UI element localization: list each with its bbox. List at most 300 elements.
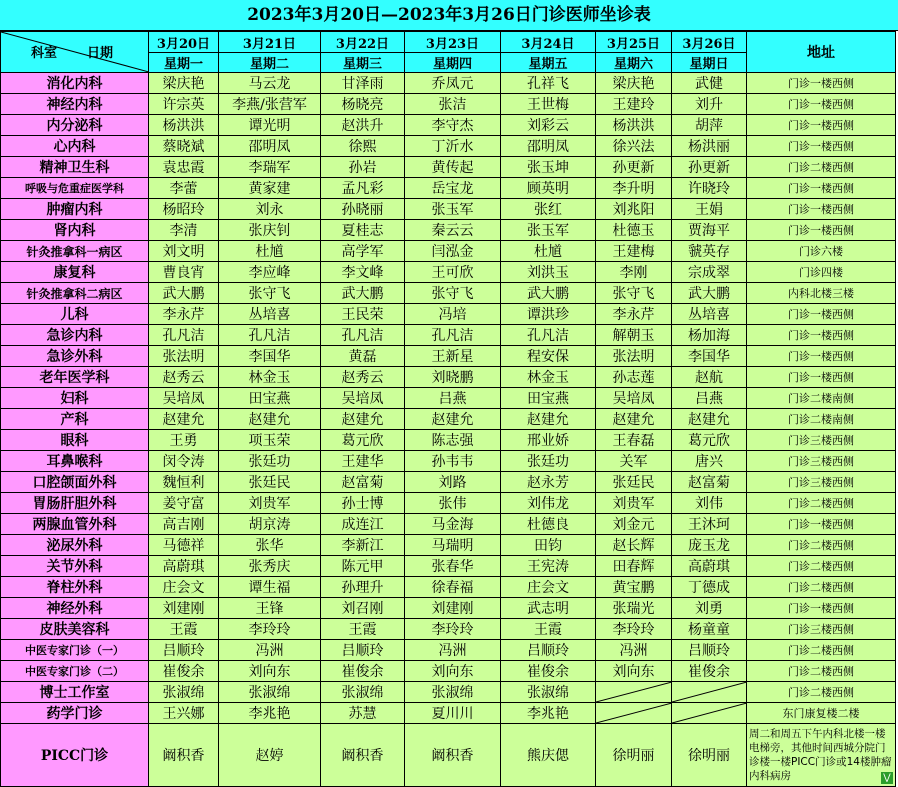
doctor-cell: 唐兴 bbox=[672, 451, 747, 472]
location-cell: 门诊二楼西侧 bbox=[747, 577, 896, 598]
doctor-cell: 张洁 bbox=[405, 94, 501, 115]
department-cell: 消化内科 bbox=[1, 73, 149, 94]
doctor-cell: 刘建刚 bbox=[405, 598, 501, 619]
doctor-cell: 夏川川 bbox=[405, 703, 501, 724]
doctor-cell: 李清 bbox=[149, 220, 219, 241]
department-cell: PICC门诊 bbox=[1, 724, 149, 787]
doctor-cell: 张淑绵 bbox=[219, 682, 321, 703]
location-header: 地址 bbox=[747, 32, 896, 73]
date-header: 3月22日 bbox=[321, 32, 405, 53]
doctor-cell: 崔俊余 bbox=[149, 661, 219, 682]
doctor-cell: 杨晓亮 bbox=[321, 94, 405, 115]
empty-slot-cell bbox=[596, 703, 672, 724]
doctor-cell: 林金玉 bbox=[219, 367, 321, 388]
doctor-cell: 赵建允 bbox=[596, 409, 672, 430]
department-cell: 关节外科 bbox=[1, 556, 149, 577]
location-note-text: 周二和周五下午内科北楼一楼电梯旁，其他时间西城分院门诊楼一楼PICC门诊或14楼肿瘤内科病房 bbox=[749, 728, 892, 782]
doctor-cell: 李玲玲 bbox=[219, 619, 321, 640]
doctor-cell: 马瑞明 bbox=[405, 535, 501, 556]
location-cell: 门诊一楼西侧 bbox=[747, 199, 896, 220]
doctor-cell: 张廷功 bbox=[501, 451, 596, 472]
doctor-cell: 李永芹 bbox=[149, 304, 219, 325]
table-row bbox=[1, 703, 896, 724]
doctor-cell: 武健 bbox=[672, 73, 747, 94]
location-cell: 门诊一楼西侧 bbox=[747, 94, 896, 115]
doctor-cell: 王娟 bbox=[672, 199, 747, 220]
department-cell: 肿瘤内科 bbox=[1, 199, 149, 220]
doctor-cell: 赵富菊 bbox=[672, 472, 747, 493]
doctor-cell: 吕燕 bbox=[672, 388, 747, 409]
location-cell: 门诊一楼西侧 bbox=[747, 136, 896, 157]
table-row bbox=[1, 388, 896, 409]
doctor-cell: 张淑绵 bbox=[149, 682, 219, 703]
doctor-cell: 张守飞 bbox=[405, 283, 501, 304]
location-cell: 门诊二楼西侧 bbox=[747, 493, 896, 514]
doctor-cell: 孙更新 bbox=[596, 157, 672, 178]
doctor-cell: 杜德良 bbox=[501, 514, 596, 535]
location-cell: 门诊一楼西侧 bbox=[747, 304, 896, 325]
doctor-cell: 张法明 bbox=[149, 346, 219, 367]
doctor-cell: 张玉军 bbox=[501, 220, 596, 241]
doctor-cell: 刘伟龙 bbox=[501, 493, 596, 514]
schedule-table bbox=[0, 31, 896, 787]
doctor-cell: 徐明丽 bbox=[672, 724, 747, 787]
doctor-cell: 葛元欣 bbox=[672, 430, 747, 451]
doctor-cell: 刘向东 bbox=[219, 661, 321, 682]
table-row bbox=[1, 472, 896, 493]
doctor-cell: 刘向东 bbox=[405, 661, 501, 682]
table-row bbox=[1, 640, 896, 661]
doctor-cell: 魏恒利 bbox=[149, 472, 219, 493]
doctor-cell: 田宝燕 bbox=[501, 388, 596, 409]
doctor-cell: 刘贵军 bbox=[219, 493, 321, 514]
doctor-cell: 邢业娇 bbox=[501, 430, 596, 451]
doctor-cell: 张淑绵 bbox=[405, 682, 501, 703]
doctor-cell: 顾英明 bbox=[501, 178, 596, 199]
location-cell: 门诊一楼西侧 bbox=[747, 346, 896, 367]
doctor-cell: 崔俊余 bbox=[501, 661, 596, 682]
department-cell: 心内科 bbox=[1, 136, 149, 157]
doctor-cell: 林金玉 bbox=[501, 367, 596, 388]
department-cell: 急诊内科 bbox=[1, 325, 149, 346]
doctor-cell: 项玉荣 bbox=[219, 430, 321, 451]
weekday-header: 星期日 bbox=[672, 53, 747, 73]
doctor-cell: 赵建允 bbox=[501, 409, 596, 430]
doctor-cell: 李升明 bbox=[596, 178, 672, 199]
doctor-cell: 武大鹏 bbox=[672, 283, 747, 304]
doctor-cell: 徐熙 bbox=[321, 136, 405, 157]
doctor-cell: 杨童童 bbox=[672, 619, 747, 640]
table-row bbox=[1, 430, 896, 451]
doctor-cell: 刘伟 bbox=[672, 493, 747, 514]
doctor-cell: 刘路 bbox=[405, 472, 501, 493]
doctor-cell: 高学军 bbox=[321, 241, 405, 262]
doctor-cell: 葛元欣 bbox=[321, 430, 405, 451]
doctor-cell: 姜守富 bbox=[149, 493, 219, 514]
corner-date-label: 日期 bbox=[87, 46, 114, 61]
location-cell: 门诊一楼西侧 bbox=[747, 220, 896, 241]
doctor-cell: 刘勇 bbox=[672, 598, 747, 619]
doctor-cell: 赵航 bbox=[672, 367, 747, 388]
doctor-cell: 王兴娜 bbox=[149, 703, 219, 724]
location-cell: 门诊二楼西侧 bbox=[747, 682, 896, 703]
department-cell: 皮肤美容科 bbox=[1, 619, 149, 640]
table-row bbox=[1, 346, 896, 367]
doctor-cell: 王霞 bbox=[149, 619, 219, 640]
doctor-cell: 杨加海 bbox=[672, 325, 747, 346]
date-header: 3月26日 bbox=[672, 32, 747, 53]
doctor-cell: 庞玉龙 bbox=[672, 535, 747, 556]
weekday-header: 星期二 bbox=[219, 53, 321, 73]
doctor-cell: 张红 bbox=[501, 199, 596, 220]
department-cell: 药学门诊 bbox=[1, 703, 149, 724]
doctor-cell: 庄会文 bbox=[149, 577, 219, 598]
doctor-cell: 赵永芳 bbox=[501, 472, 596, 493]
doctor-cell: 刘贵军 bbox=[596, 493, 672, 514]
department-cell: 急诊外科 bbox=[1, 346, 149, 367]
doctor-cell: 黄传起 bbox=[405, 157, 501, 178]
doctor-cell: 乔凤元 bbox=[405, 73, 501, 94]
doctor-cell: 李新江 bbox=[321, 535, 405, 556]
date-header: 3月21日 bbox=[219, 32, 321, 53]
department-cell: 口腔颌面外科 bbox=[1, 472, 149, 493]
picc-row bbox=[1, 724, 896, 787]
doctor-cell: 冯洲 bbox=[596, 640, 672, 661]
department-cell: 儿科 bbox=[1, 304, 149, 325]
doctor-cell: 孙韦韦 bbox=[405, 451, 501, 472]
table-row bbox=[1, 367, 896, 388]
location-cell: 门诊一楼西侧 bbox=[747, 73, 896, 94]
doctor-cell: 田钧 bbox=[501, 535, 596, 556]
date-header: 3月23日 bbox=[405, 32, 501, 53]
location-cell: 门诊一楼西侧 bbox=[747, 367, 896, 388]
doctor-cell: 黄家建 bbox=[219, 178, 321, 199]
doctor-cell: 吕顺玲 bbox=[149, 640, 219, 661]
doctor-cell: 王建玲 bbox=[596, 94, 672, 115]
doctor-cell: 武大鹏 bbox=[501, 283, 596, 304]
location-note-cell bbox=[747, 724, 896, 787]
table-row bbox=[1, 661, 896, 682]
doctor-cell: 杨昭玲 bbox=[149, 199, 219, 220]
doctor-cell: 虢英存 bbox=[672, 241, 747, 262]
doctor-cell: 孔凡洁 bbox=[219, 325, 321, 346]
doctor-cell: 孙士博 bbox=[321, 493, 405, 514]
doctor-cell: 张廷民 bbox=[596, 472, 672, 493]
doctor-cell: 成连江 bbox=[321, 514, 405, 535]
doctor-cell: 吕顺玲 bbox=[672, 640, 747, 661]
doctor-cell: 刘升 bbox=[672, 94, 747, 115]
doctor-cell: 吴培凤 bbox=[149, 388, 219, 409]
doctor-cell: 孔凡洁 bbox=[149, 325, 219, 346]
location-cell: 门诊一楼西侧 bbox=[747, 325, 896, 346]
doctor-cell: 徐明丽 bbox=[596, 724, 672, 787]
doctor-cell: 吕顺玲 bbox=[321, 640, 405, 661]
doctor-cell: 武大鹏 bbox=[321, 283, 405, 304]
doctor-cell: 孙志莲 bbox=[596, 367, 672, 388]
doctor-cell: 曹良宵 bbox=[149, 262, 219, 283]
doctor-cell: 赵长辉 bbox=[596, 535, 672, 556]
doctor-cell: 陈志强 bbox=[405, 430, 501, 451]
doctor-cell: 马德祥 bbox=[149, 535, 219, 556]
doctor-cell: 刘彩云 bbox=[501, 115, 596, 136]
diagonal-line bbox=[672, 682, 747, 702]
table-row bbox=[1, 136, 896, 157]
doctor-cell: 赵洪升 bbox=[321, 115, 405, 136]
department-cell: 康复科 bbox=[1, 262, 149, 283]
location-cell: 门诊三楼西侧 bbox=[747, 619, 896, 640]
doctor-cell: 孔凡洁 bbox=[321, 325, 405, 346]
table-row bbox=[1, 178, 896, 199]
weekday-header: 星期一 bbox=[149, 53, 219, 73]
doctor-cell: 张庆钊 bbox=[219, 220, 321, 241]
doctor-cell: 庄会文 bbox=[501, 577, 596, 598]
doctor-cell: 赵富菊 bbox=[321, 472, 405, 493]
doctor-cell: 赵秀云 bbox=[321, 367, 405, 388]
doctor-cell: 解朝玉 bbox=[596, 325, 672, 346]
doctor-cell: 杨洪丽 bbox=[672, 136, 747, 157]
doctor-cell: 李文峰 bbox=[321, 262, 405, 283]
doctor-cell: 丁德成 bbox=[672, 577, 747, 598]
doctor-cell: 张法明 bbox=[596, 346, 672, 367]
doctor-cell: 孙晓丽 bbox=[321, 199, 405, 220]
doctor-cell: 李兆艳 bbox=[501, 703, 596, 724]
doctor-cell: 杜德玉 bbox=[596, 220, 672, 241]
doctor-cell: 王春磊 bbox=[596, 430, 672, 451]
doctor-cell: 梁庆艳 bbox=[596, 73, 672, 94]
table-row bbox=[1, 556, 896, 577]
doctor-cell: 吕燕 bbox=[405, 388, 501, 409]
diagonal-line bbox=[596, 682, 672, 702]
table-row bbox=[1, 94, 896, 115]
location-cell: 内科北楼三楼 bbox=[747, 283, 896, 304]
doctor-cell: 张春华 bbox=[405, 556, 501, 577]
doctor-cell: 崔俊余 bbox=[672, 661, 747, 682]
department-cell: 针灸推拿科一病区 bbox=[1, 241, 149, 262]
doctor-cell: 张伟 bbox=[405, 493, 501, 514]
doctor-cell: 夏桂志 bbox=[321, 220, 405, 241]
doctor-cell: 刘永 bbox=[219, 199, 321, 220]
table-row bbox=[1, 409, 896, 430]
doctor-cell: 孙理升 bbox=[321, 577, 405, 598]
doctor-cell: 张淑绵 bbox=[321, 682, 405, 703]
doctor-cell: 吕顺玲 bbox=[501, 640, 596, 661]
department-cell: 中医专家门诊（一） bbox=[1, 640, 149, 661]
table-row bbox=[1, 619, 896, 640]
doctor-cell: 刘文明 bbox=[149, 241, 219, 262]
doctor-cell: 张玉坤 bbox=[501, 157, 596, 178]
department-cell: 眼科 bbox=[1, 430, 149, 451]
chevron-down-icon[interactable]: ⋁ bbox=[881, 772, 893, 784]
doctor-cell: 杨洪洪 bbox=[149, 115, 219, 136]
doctor-cell: 阚积香 bbox=[149, 724, 219, 787]
doctor-cell: 李国华 bbox=[219, 346, 321, 367]
doctor-cell: 丁沂水 bbox=[405, 136, 501, 157]
doctor-cell: 李永芹 bbox=[596, 304, 672, 325]
table-row bbox=[1, 157, 896, 178]
doctor-cell: 孙更新 bbox=[672, 157, 747, 178]
doctor-cell: 杨洪洪 bbox=[596, 115, 672, 136]
doctor-cell: 刘金元 bbox=[596, 514, 672, 535]
doctor-cell: 刘晓鹏 bbox=[405, 367, 501, 388]
doctor-cell: 袁忠霞 bbox=[149, 157, 219, 178]
doctor-cell: 李玲玲 bbox=[405, 619, 501, 640]
doctor-cell: 王世梅 bbox=[501, 94, 596, 115]
doctor-cell: 李守杰 bbox=[405, 115, 501, 136]
table-row bbox=[1, 115, 896, 136]
doctor-cell: 李兆艳 bbox=[219, 703, 321, 724]
table-row bbox=[1, 304, 896, 325]
doctor-cell: 刘建刚 bbox=[149, 598, 219, 619]
table-row bbox=[1, 325, 896, 346]
location-cell: 门诊四楼 bbox=[747, 262, 896, 283]
department-cell: 两腺血管外科 bbox=[1, 514, 149, 535]
doctor-cell: 张廷民 bbox=[219, 472, 321, 493]
location-cell: 门诊二楼南侧 bbox=[747, 388, 896, 409]
location-cell: 门诊三楼西侧 bbox=[747, 451, 896, 472]
doctor-cell: 贾海平 bbox=[672, 220, 747, 241]
doctor-cell: 田春辉 bbox=[596, 556, 672, 577]
doctor-cell: 张守飞 bbox=[219, 283, 321, 304]
doctor-cell: 李刚 bbox=[596, 262, 672, 283]
department-cell: 神经内科 bbox=[1, 94, 149, 115]
doctor-cell: 刘召刚 bbox=[321, 598, 405, 619]
table-row bbox=[1, 199, 896, 220]
doctor-cell: 熊庆偲 bbox=[501, 724, 596, 787]
doctor-cell: 邵明凤 bbox=[219, 136, 321, 157]
location-cell: 门诊一楼西侧 bbox=[747, 115, 896, 136]
doctor-cell: 李玲玲 bbox=[596, 619, 672, 640]
doctor-cell: 陈元甲 bbox=[321, 556, 405, 577]
doctor-cell: 王霞 bbox=[321, 619, 405, 640]
doctor-cell: 许宗英 bbox=[149, 94, 219, 115]
doctor-cell: 张瑞光 bbox=[596, 598, 672, 619]
doctor-cell: 胡京涛 bbox=[219, 514, 321, 535]
doctor-cell: 岳宝龙 bbox=[405, 178, 501, 199]
doctor-cell: 谭光明 bbox=[219, 115, 321, 136]
doctor-cell: 闵令涛 bbox=[149, 451, 219, 472]
doctor-cell: 田宝燕 bbox=[219, 388, 321, 409]
doctor-cell: 吴培凤 bbox=[321, 388, 405, 409]
doctor-cell: 刘洪玉 bbox=[501, 262, 596, 283]
date-header: 3月20日 bbox=[149, 32, 219, 53]
doctor-cell: 武志明 bbox=[501, 598, 596, 619]
corner-diagonal-line bbox=[1, 32, 149, 72]
empty-slot-cell bbox=[672, 682, 747, 703]
doctor-cell: 冯洲 bbox=[219, 640, 321, 661]
doctor-cell: 闫泓金 bbox=[405, 241, 501, 262]
doctor-cell: 黄磊 bbox=[321, 346, 405, 367]
doctor-cell: 苏慧 bbox=[321, 703, 405, 724]
department-cell: 妇科 bbox=[1, 388, 149, 409]
location-cell: 门诊二楼西侧 bbox=[747, 661, 896, 682]
doctor-cell: 马云龙 bbox=[219, 73, 321, 94]
doctor-cell: 赵建允 bbox=[672, 409, 747, 430]
department-cell: 呼吸与危重症医学科 bbox=[1, 178, 149, 199]
doctor-cell: 刘向东 bbox=[596, 661, 672, 682]
doctor-cell: 王建梅 bbox=[596, 241, 672, 262]
doctor-cell: 谭生福 bbox=[219, 577, 321, 598]
doctor-cell: 赵建允 bbox=[321, 409, 405, 430]
empty-slot-cell bbox=[672, 703, 747, 724]
doctor-cell: 徐春福 bbox=[405, 577, 501, 598]
doctor-cell: 程安保 bbox=[501, 346, 596, 367]
date-header: 3月25日 bbox=[596, 32, 672, 53]
doctor-cell: 李燕/张营军 bbox=[219, 94, 321, 115]
doctor-cell: 崔俊余 bbox=[321, 661, 405, 682]
doctor-cell: 关军 bbox=[596, 451, 672, 472]
department-cell: 中医专家门诊（二） bbox=[1, 661, 149, 682]
doctor-cell: 杜馗 bbox=[501, 241, 596, 262]
table-row bbox=[1, 451, 896, 472]
location-cell: 门诊一楼西侧 bbox=[747, 178, 896, 199]
location-cell: 门诊三楼西侧 bbox=[747, 430, 896, 451]
weekday-header: 星期六 bbox=[596, 53, 672, 73]
table-row bbox=[1, 598, 896, 619]
doctor-cell: 冯培 bbox=[405, 304, 501, 325]
doctor-cell: 冯洲 bbox=[405, 640, 501, 661]
doctor-cell: 王可欣 bbox=[405, 262, 501, 283]
doctor-cell: 胡萍 bbox=[672, 115, 747, 136]
doctor-cell: 王民荣 bbox=[321, 304, 405, 325]
location-cell: 门诊二楼西侧 bbox=[747, 640, 896, 661]
table-row bbox=[1, 220, 896, 241]
weekday-header: 星期四 bbox=[405, 53, 501, 73]
doctor-cell: 孔凡洁 bbox=[405, 325, 501, 346]
doctor-cell: 阚积香 bbox=[321, 724, 405, 787]
doctor-cell: 徐兴法 bbox=[596, 136, 672, 157]
doctor-cell: 赵建允 bbox=[219, 409, 321, 430]
table-row bbox=[1, 682, 896, 703]
location-cell: 门诊二楼南侧 bbox=[747, 409, 896, 430]
table-row bbox=[1, 73, 896, 94]
department-cell: 内分泌科 bbox=[1, 115, 149, 136]
department-cell: 胃肠肝胆外科 bbox=[1, 493, 149, 514]
doctor-cell: 阚积香 bbox=[405, 724, 501, 787]
department-cell: 精神卫生科 bbox=[1, 157, 149, 178]
doctor-cell: 武大鹏 bbox=[149, 283, 219, 304]
location-cell: 门诊三楼西侧 bbox=[747, 472, 896, 493]
doctor-cell: 孔祥飞 bbox=[501, 73, 596, 94]
doctor-cell: 张玉军 bbox=[405, 199, 501, 220]
table-row bbox=[1, 262, 896, 283]
department-cell: 耳鼻喉科 bbox=[1, 451, 149, 472]
department-cell: 产科 bbox=[1, 409, 149, 430]
department-cell: 脊柱外科 bbox=[1, 577, 149, 598]
doctor-cell: 梁庆艳 bbox=[149, 73, 219, 94]
doctor-cell: 王霞 bbox=[501, 619, 596, 640]
doctor-cell: 吴培凤 bbox=[596, 388, 672, 409]
doctor-cell: 张守飞 bbox=[596, 283, 672, 304]
table-row bbox=[1, 493, 896, 514]
department-cell: 泌尿外科 bbox=[1, 535, 149, 556]
doctor-cell: 杜馗 bbox=[219, 241, 321, 262]
date-header: 3月24日 bbox=[501, 32, 596, 53]
corner-dept-label: 科室 bbox=[31, 46, 58, 61]
empty-slot-cell bbox=[596, 682, 672, 703]
table-row bbox=[1, 241, 896, 262]
doctor-cell: 许晓玲 bbox=[672, 178, 747, 199]
doctor-cell: 王沐珂 bbox=[672, 514, 747, 535]
department-cell: 神经外科 bbox=[1, 598, 149, 619]
doctor-cell: 李国华 bbox=[672, 346, 747, 367]
doctor-cell: 王勇 bbox=[149, 430, 219, 451]
department-cell: 针灸推拿科二病区 bbox=[1, 283, 149, 304]
doctor-cell: 张淑绵 bbox=[501, 682, 596, 703]
doctor-cell: 马金海 bbox=[405, 514, 501, 535]
doctor-cell: 刘兆阳 bbox=[596, 199, 672, 220]
table-row bbox=[1, 535, 896, 556]
doctor-cell: 丛培喜 bbox=[219, 304, 321, 325]
